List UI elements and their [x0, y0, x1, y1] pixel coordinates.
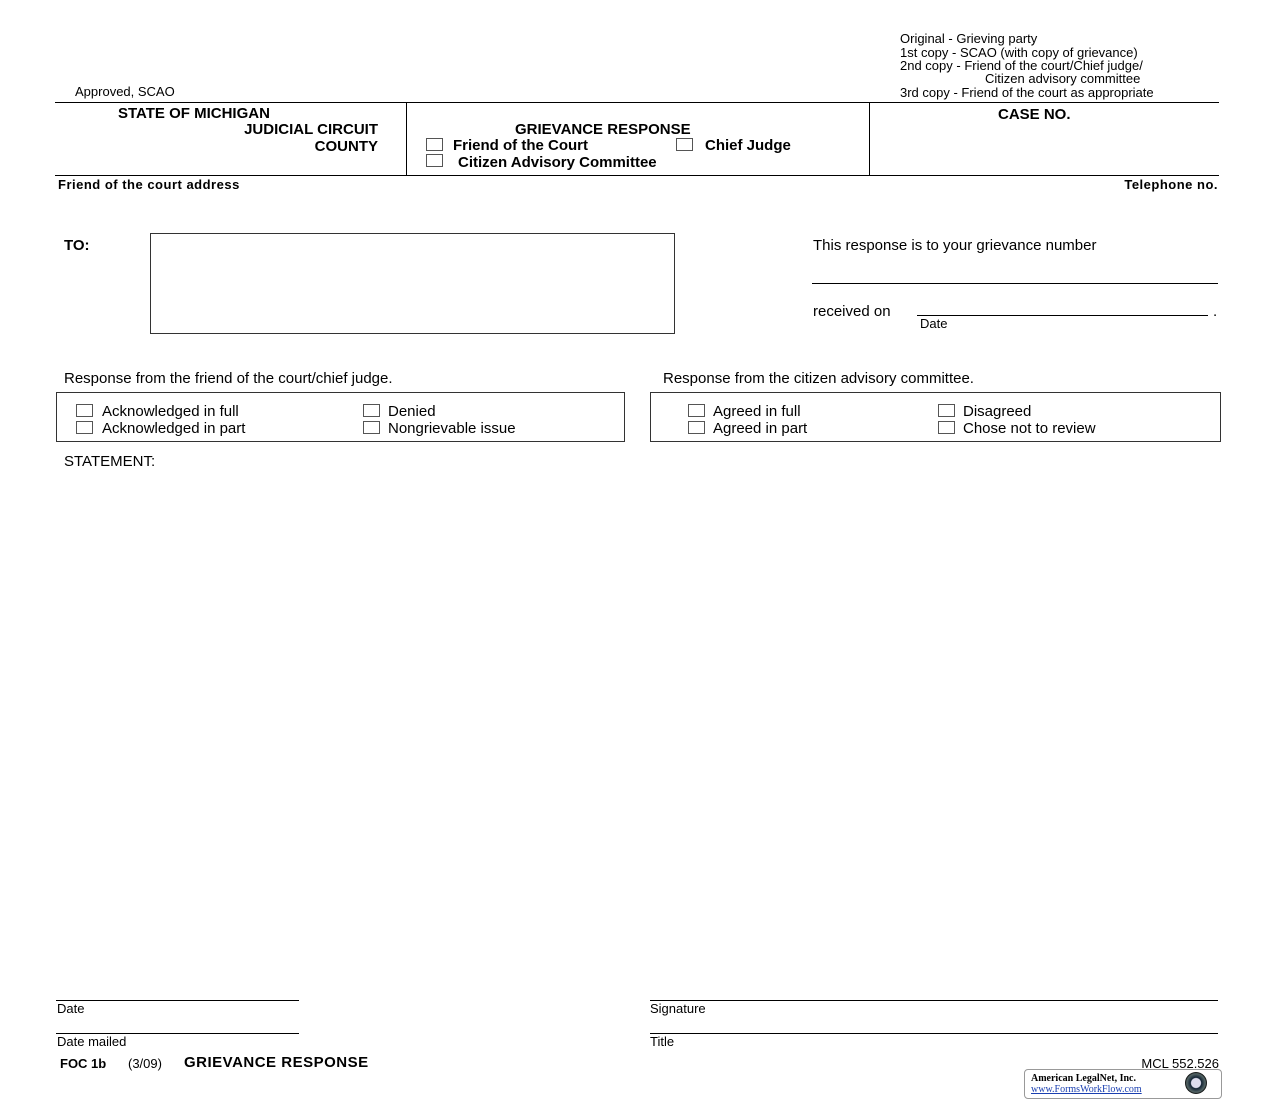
- acknowledged-part-label: Acknowledged in part: [102, 420, 246, 437]
- received-date-field[interactable]: [917, 315, 1208, 316]
- denied-label: Denied: [388, 403, 436, 420]
- copy-line: Original - Grieving party: [900, 31, 1038, 46]
- received-on-label: received on: [813, 303, 891, 320]
- cac-response-title: Response from the citizen advisory committee.: [663, 370, 974, 387]
- mcl-reference: MCL 552.526: [1141, 1056, 1219, 1071]
- friend-of-court-checkbox[interactable]: [426, 138, 443, 151]
- county-label: COUNTY: [314, 138, 378, 155]
- chief-judge-label: Chief Judge: [705, 137, 791, 154]
- to-address-field[interactable]: [150, 233, 675, 334]
- divider: [406, 102, 407, 176]
- approved-label: Approved, SCAO: [75, 84, 175, 99]
- acknowledged-part-checkbox[interactable]: [76, 421, 93, 434]
- title-label: Title: [650, 1034, 675, 1049]
- signature-label: Signature: [650, 1001, 706, 1016]
- agreed-full-checkbox[interactable]: [688, 404, 705, 417]
- circuit-label: JUDICIAL CIRCUIT: [244, 121, 378, 138]
- agreed-part-label: Agreed in part: [713, 420, 808, 437]
- denied-checkbox[interactable]: [363, 404, 380, 417]
- state-label: STATE OF MICHIGAN: [118, 105, 270, 122]
- case-no-label: CASE NO.: [998, 106, 1071, 123]
- nongrievable-label: Nongrievable issue: [388, 420, 516, 437]
- globe-icon: [1185, 1072, 1207, 1094]
- nongrievable-checkbox[interactable]: [363, 421, 380, 434]
- divider: [869, 102, 870, 176]
- to-label: TO:: [64, 237, 90, 254]
- agreed-full-label: Agreed in full: [713, 403, 801, 420]
- grievance-number-label: This response is to your grievance number: [813, 237, 1097, 254]
- form-title: GRIEVANCE RESPONSE: [515, 121, 691, 138]
- acknowledged-full-label: Acknowledged in full: [102, 403, 239, 420]
- copy-line: 1st copy - SCAO (with copy of grievance): [900, 45, 1138, 60]
- chose-not-review-label: Chose not to review: [963, 420, 1096, 437]
- footer-form-name: GRIEVANCE RESPONSE: [184, 1054, 369, 1071]
- copy-line: 2nd copy - Friend of the court/Chief judge/: [900, 58, 1143, 73]
- chief-judge-checkbox[interactable]: [676, 138, 693, 151]
- date-label: Date: [920, 316, 948, 331]
- address-label: Friend of the court address: [58, 177, 240, 192]
- form-revision: (3/09): [128, 1056, 162, 1071]
- logo-url[interactable]: www.FormsWorkFlow.com: [1031, 1084, 1142, 1095]
- footer-date-label: Date: [57, 1001, 85, 1016]
- divider: [55, 175, 1219, 176]
- acknowledged-full-checkbox[interactable]: [76, 404, 93, 417]
- copy-line: 3rd copy - Friend of the court as appropriate: [900, 85, 1154, 100]
- title-field[interactable]: [650, 1033, 1218, 1034]
- foc-response-title: Response from the friend of the court/chief judge.: [64, 370, 393, 387]
- signature-field[interactable]: [650, 1000, 1218, 1001]
- date-mailed-label: Date mailed: [57, 1034, 127, 1049]
- friend-of-court-label: Friend of the Court: [453, 137, 588, 154]
- citizen-advisory-checkbox[interactable]: [426, 154, 443, 167]
- citizen-advisory-label: Citizen Advisory Committee: [458, 154, 657, 171]
- divider: [55, 102, 1219, 103]
- form-id: FOC 1b: [60, 1056, 107, 1071]
- disagreed-checkbox[interactable]: [938, 404, 955, 417]
- statement-label: STATEMENT:: [64, 453, 156, 470]
- statement-field[interactable]: [56, 475, 1219, 990]
- chose-not-review-checkbox[interactable]: [938, 421, 955, 434]
- american-legalnet-logo[interactable]: [1024, 1069, 1222, 1099]
- telephone-label: Telephone no.: [1124, 177, 1218, 192]
- disagreed-label: Disagreed: [963, 403, 1032, 420]
- copy-line: Citizen advisory committee: [985, 71, 1141, 86]
- period: .: [1213, 303, 1218, 320]
- agreed-part-checkbox[interactable]: [688, 421, 705, 434]
- grievance-number-field[interactable]: [812, 283, 1218, 284]
- date-field[interactable]: [56, 1000, 299, 1001]
- logo-name: American LegalNet, Inc.: [1031, 1073, 1136, 1084]
